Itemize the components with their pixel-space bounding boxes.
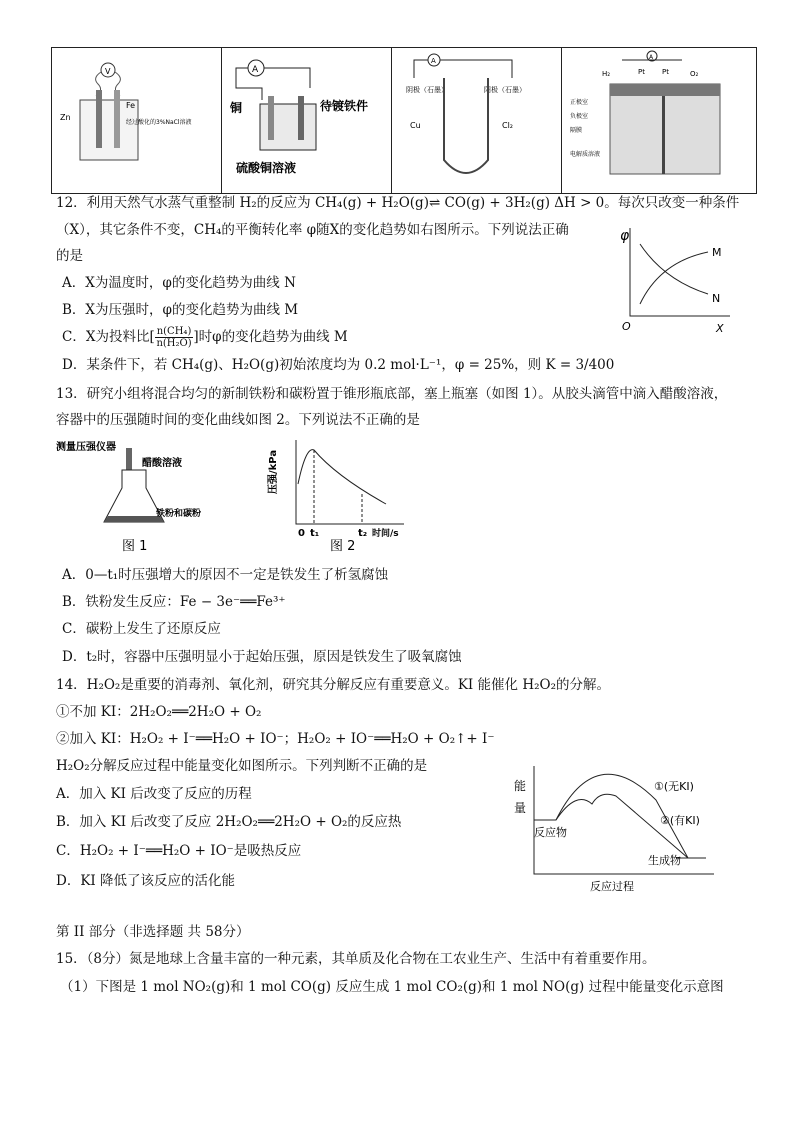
q13-option-c[interactable]: C．碳粉上发生了还原反应	[62, 621, 221, 637]
q14-option-b[interactable]: B．加入 KI 后改变了反应 2H₂O₂══2H₂O + O₂的反应热	[56, 814, 402, 830]
anode-label: 阳极（石墨）	[483, 86, 526, 94]
n-label: N	[712, 292, 721, 305]
x-label: X	[716, 322, 724, 335]
q15-stem: 15．（8分）氮是地球上含量丰富的一种元素，其单质及化合物在工农业生产、生活中有着重要作用。	[56, 951, 656, 967]
q13-stem-2: 容器中的压强随时间的变化曲线如图 2。下列说法不正确的是	[56, 412, 420, 428]
figure-galvanic-cell	[52, 48, 222, 193]
membrane-label: 隔膜	[569, 127, 582, 134]
pt-label-1: Pt	[637, 68, 645, 76]
q13-option-d[interactable]: D．t₂时，容器中压强明显小于起始压强，原因是铁发生了吸氧腐蚀	[62, 649, 462, 665]
q14-stem-2: H₂O₂分解反应过程中能量变化如图所示。下列判断不正确的是	[56, 758, 428, 774]
pressure-label: 压强/kPa	[268, 449, 279, 494]
q12-stem-2: （X），其它条件不变，CH₄的平衡转化率 φ随X的变化趋势如右图所示。下列说法正确	[56, 222, 569, 238]
t1-label: t₁	[310, 528, 320, 539]
o2-label: O₂	[689, 70, 699, 78]
fig1-caption: 图 1	[122, 539, 148, 554]
energy-label-1: 能	[514, 779, 527, 793]
q13-stem-1: 13．研究小组将混合均匀的新制铁粉和碳粉置于锥形瓶底部，塞上瓶塞（如图 1）。从胶头滴管中滴入醋酸溶液，	[56, 386, 728, 402]
q12-option-c[interactable]	[62, 326, 348, 349]
energy-label-2: 量	[514, 801, 527, 815]
q14-stem-1: 14．H₂O₂是重要的消毒剂、氧化剂，研究其分解反应有重要意义。KI 能催化 H₂O₂的分解。	[56, 677, 611, 693]
q14-reaction-2: ②加入 KI：H₂O₂ + I⁻══H₂O + IO⁻；H₂O₂ + IO⁻══H₂O + O₂↑+ I⁻	[56, 731, 495, 747]
q12-stem-3: 的是	[56, 248, 83, 264]
curve2-label: ②(有KI)	[660, 814, 700, 827]
figure-electrolysis	[392, 48, 562, 193]
cathode-label: 阴极（石墨）	[405, 86, 448, 94]
electrolyte-label: 电解质溶液	[569, 151, 600, 158]
gauge-label: 测量压强仪器	[56, 442, 116, 453]
q12-c-pre: C．X为投料比[	[62, 329, 155, 345]
plated-label: 待镀铁件	[319, 99, 368, 113]
voltmeter-label: V	[105, 67, 111, 76]
figure-electroplating	[222, 48, 392, 193]
ratio-numerator: n(CH₄)	[156, 326, 192, 337]
cu-label: Cu	[409, 121, 421, 130]
cl2-label: Cl₂	[501, 121, 513, 130]
m-label: M	[712, 246, 722, 259]
q13-figure-1	[56, 436, 226, 556]
nacl-label: 经过酸化的3%NaCl溶液	[126, 119, 192, 126]
q12-option-d[interactable]: D．某条件下，若 CH₄(g)、H₂O(g)初始浓度均为 0.2 mol·L⁻¹，φ = 25%，则 K = 3/400	[62, 357, 615, 373]
ammeter-label-3: A	[430, 57, 436, 65]
process-label: 反应过程	[590, 880, 634, 893]
q13-option-b[interactable]: B．铁粉发生反应：Fe − 3e⁻══Fe³⁺	[62, 594, 286, 610]
ammeter-label-4: A	[648, 54, 653, 61]
zn-label: Zn	[60, 113, 71, 122]
pt-label-2: Pt	[661, 68, 669, 76]
ratio-fraction	[155, 326, 194, 349]
q12-c-post: ]时φ的变化趋势为曲线 M	[193, 329, 348, 345]
q12-option-a[interactable]: A．X为温度时，φ的变化趋势为曲线 N	[62, 275, 296, 291]
q12-graph	[612, 222, 742, 337]
figure-fuel-cell	[562, 48, 756, 193]
ammeter-label: A	[251, 65, 259, 75]
part2-title: 第 II 部分（非选择题 共 58分）	[56, 924, 250, 940]
neg-chamber-label: 负极室	[569, 113, 588, 120]
q14-option-d[interactable]: D．KI 降低了该反应的活化能	[56, 873, 236, 889]
q14-option-c[interactable]: C．H₂O₂ + I⁻══H₂O + IO⁻是吸热反应	[56, 843, 302, 859]
phi-label: φ	[620, 228, 630, 244]
t2-label: t₂	[358, 528, 368, 539]
copper-label: 铜	[229, 101, 242, 115]
q12-option-b[interactable]: B．X为压强时，φ的变化趋势为曲线 M	[62, 302, 299, 318]
ratio-denominator: n(H₂O)	[156, 338, 192, 349]
powder-label: 铁粉和碳粉	[156, 509, 202, 519]
o-label-2: 0	[298, 528, 305, 539]
h2-label: H₂	[601, 70, 610, 78]
reactant-label: 反应物	[534, 826, 567, 839]
q14-energy-graph	[506, 760, 726, 898]
curve1-label: ①(无KI)	[654, 780, 694, 793]
cuso4-label: 硫酸铜溶液	[235, 161, 296, 175]
figure-strip	[51, 47, 757, 194]
time-label: 时间/s	[372, 529, 399, 539]
q13-figure-2	[266, 436, 416, 556]
acid-label: 醋酸溶液	[142, 458, 182, 469]
q12-stem-1: 12．利用天然气水蒸气重整制 H₂的反应为 CH₄(g) + H₂O(g)⇌ CO(g) + 3H₂(g) ΔH > 0。每次只改变一种条件	[56, 195, 740, 211]
q15-sub-1: （1）下图是 1 mol NO₂(g)和 1 mol CO(g) 反应生成 1 mol CO₂(g)和 1 mol NO(g) 过程中能量变化示意图	[60, 979, 724, 995]
o-label: O	[622, 320, 631, 333]
fe-label: Fe	[126, 101, 136, 110]
fig2-caption: 图 2	[330, 539, 356, 554]
pressure-curve	[298, 450, 386, 504]
q13-option-a[interactable]: A．0—t₁时压强增大的原因不一定是铁发生了析氢腐蚀	[62, 567, 389, 583]
q14-option-a[interactable]: A．加入 KI 后改变了反应的历程	[56, 786, 252, 802]
pos-chamber-label: 正极室	[569, 99, 588, 106]
product-label: 生成物	[648, 854, 681, 867]
q14-reaction-1: ①不加 KI：2H₂O₂══2H₂O + O₂	[56, 704, 262, 720]
